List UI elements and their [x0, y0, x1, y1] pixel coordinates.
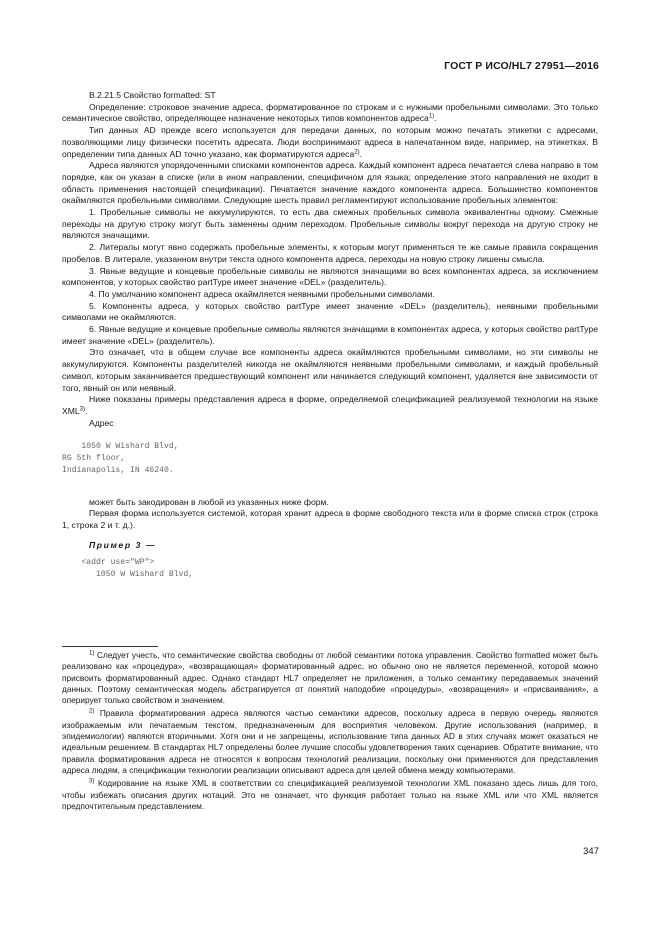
- example-code-block: <addr use="WP"> 1050 W Wishard Blvd,: [81, 558, 194, 580]
- footnote-1: $^{1)}$ Следует учесть, что семантические свойства свободны от любой семантики потока управления. Свойство formatted может быть реализовано как «процедура», «возвращающая» форматированный адрес, но обычно оно не является переменной, которой можно присвоить форматированный адрес. Однако стандарт HL7 определяет не приложения, а только семантику передаваемых значений данных. Поэтому семантическая модель абстрагируется от понятий наподобие «процедуры», «возвращения» и «присваивания», а оперирует только свойством и значением.: [62, 650, 598, 706]
- address-code-block: 1050 W Wishard Blvd, RG 5th floor, Indianapolis, IN 46240.: [62, 442, 179, 475]
- footnote-ref-1: 1): [428, 113, 435, 120]
- section-title-text: B.2.21.5 Свойство formatted: ST: [89, 90, 216, 100]
- page-header-standard-id: ГОСТ Р ИСО/HL7 27951—2016: [444, 60, 599, 72]
- footnote-ref-3: 3): [79, 406, 86, 413]
- footnote-3: $^{3)}$ Кодирование на языке XML в соответствии со спецификацией реализуемой технологии XML показано здесь лишь для того, чтобы избежать описания других нотаций. Это не означает, что функция работает только на языке XML или что XML является предпочтительным представлением.: [62, 778, 598, 811]
- footnotes: [62, 650, 598, 814]
- example-heading: [62, 540, 598, 552]
- footnote-2: $^{2)}$ Правила форматирования адреса являются частью семантики адресов, поскольку адреса в первую очередь являются изображаемым или печатаемым текстом, предназначенным для восприятия человеком. Другие использования (например, в эпидемиологии) являются вторичными. Хотя они и не запрещены, использование типа данных AD в этих случаях может оказаться не идеальным решением. В стандартах HL7 определены более лучшие способы удовлетворения таких сценариев. Обратите внимание, что правила форматирования адреса не относятся к вопросам технологий реализации, поскольку они применяются для представления адреса людям, а спецификации технологии реализации описывают адреса для целей обмена между компьютерами.: [62, 708, 599, 775]
- paragraph-examples-intro: Ниже показаны примеры представления адреса в форме, определяемой спецификацией реализуемой технологии на языке XML$^{3)}$.: [62, 394, 598, 416]
- main-content: [62, 90, 598, 581]
- paragraph-address-label: Адрес: [89, 417, 114, 428]
- paragraph-encoding-forms: может быть закодирован в любой из указанных ниже форм.: [89, 496, 329, 507]
- paragraph-first-form: Первая форма используется системой, которая хранит адреса в форме свободного текста или в форме списка строк (строка 1, строка 2 и т. д.).: [62, 508, 598, 530]
- paragraph-ad-usage: Тип данных AD прежде всего используется для передачи данных, по которым можно печатать этикетки с адресами, позволяющими лицу физически посетить адресата. Люди воспринимают адреса в напечатанном виде, например, на этикетках. В определении типа данных AD точно указано, как форматируются адреса$^{2)}$.: [62, 125, 598, 159]
- page-number: 347: [583, 846, 599, 857]
- rule-item-5: 5. Компоненты адреса, у которых свойство partType имеет значение «DEL» (разделитель), неявными пробельными символами не окаймляются.: [62, 300, 598, 323]
- rule-item-1: 1. Пробельные символы не аккумулируются, то есть два смежных пробельных символа эквивалентны одному. Смежные переходы на другую строку могут быть заменены одним переходом. Пробельные символы вокруг перехода на другую строку не являются значащими.: [62, 207, 598, 241]
- rule-item-2: 2. Литералы могут явно содержать пробельные элементы, к которым могут применяться те же самые правила сокращения пробелов. В литерале, указанном внутри текста одного компонента адреса, переходы на новую строку лишены смысла.: [62, 242, 598, 264]
- rule-item-3: 3. Явные ведущие и концевые пробельные символы не являются значащими во всех компонентах адреса, за исключением компонентов, у которых свойство partType имеет значение «DEL» (разделитель).: [62, 265, 598, 288]
- paragraph-definition: Определение: строковое значение адреса, форматированное по строкам и с нужными пробельными символами. Это только семантическое свойство, определяющее назначение некоторых типов компонентов адреса$^{1)}$.: [62, 101, 598, 124]
- rule-item-4: 4. По умолчанию компонент адреса окаймляется неявными пробельными символами.: [89, 288, 435, 299]
- example-label: Пример 3 —: [89, 539, 157, 550]
- footnote-ref-2: 2): [354, 149, 360, 156]
- rule-item-6: 6. Явные ведущие и концевые пробельные символы являются значащими в компонентах адреса, у которых свойство partType имеет значение «DEL» (разделитель).: [62, 324, 598, 346]
- footnote-mark-2: 2): [89, 708, 95, 715]
- paragraph-meaning: Это означает, что в общем случае все компоненты адреса окаймляются пробельными символами, но эти символы не аккумулируются. Компоненты разделителей никогда не окаймляются неявными пробельными символами, и каждый пробельный символ, которым заканчивается предшествующий компонент или начинается следующий компонент, удаляется вне зависимости от того, явный он или неявный.: [62, 347, 598, 393]
- section-title: [62, 90, 598, 102]
- footnote-mark-3: 3): [89, 778, 95, 785]
- footnote-mark-1: 1): [89, 650, 95, 657]
- footnote-divider: [62, 646, 158, 647]
- paragraph-ordered-lists: Адреса являются упорядоченными списками компонентов адреса. Каждый компонент адреса печатается слева направо в том порядке, как он указан в списке (или в ином направлении, специфичном для языка; определение этого направления не входит в область применения настоящей спецификации). Печатается значение каждого компонента адреса. Большинство компонентов окаймляются пробельными символами. Следующие шесть правил регламентируют использование пробельных элементов:: [62, 160, 598, 206]
